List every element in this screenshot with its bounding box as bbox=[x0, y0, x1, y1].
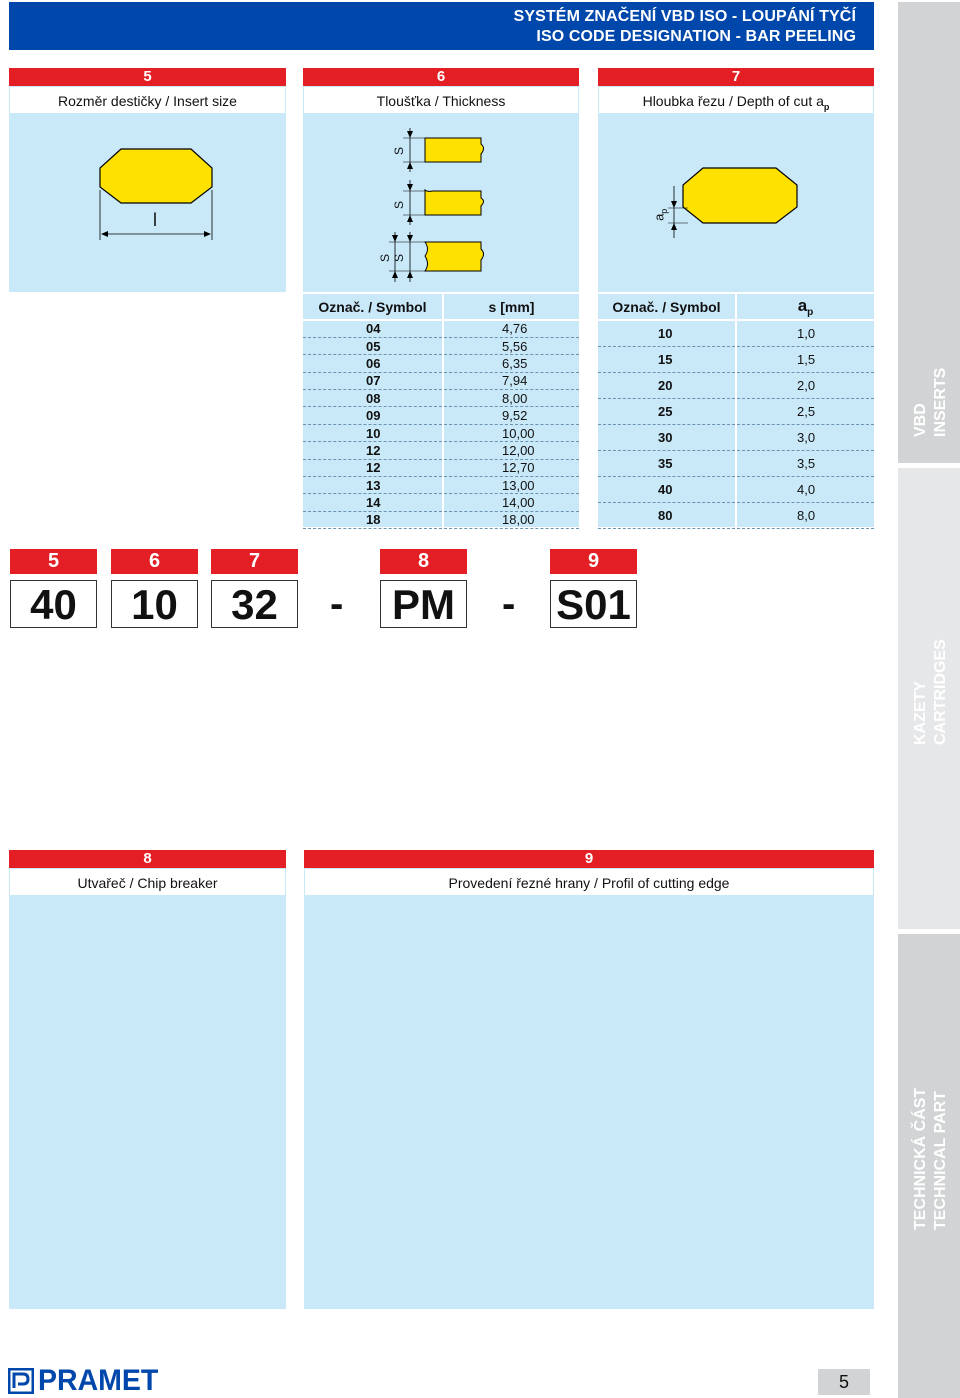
code-position-label-9: 9 bbox=[550, 549, 637, 574]
cell-symbol: 80 bbox=[598, 502, 736, 528]
cell-symbol: 13 bbox=[303, 477, 443, 494]
cell-symbol: 30 bbox=[598, 424, 736, 450]
table-row bbox=[303, 424, 579, 441]
section-number: 7 bbox=[598, 68, 874, 86]
section-title-subscript: p bbox=[823, 101, 830, 112]
table-row bbox=[303, 442, 579, 459]
table-row bbox=[303, 390, 579, 407]
code-value-cutting-edge: S01 bbox=[550, 580, 637, 628]
depth-of-cut-diagram bbox=[598, 68, 874, 292]
side-tab-label: VBD INSERTS bbox=[912, 367, 949, 437]
thickness-dim-label: S bbox=[392, 253, 407, 263]
table-row bbox=[303, 477, 579, 494]
section-chip-breaker bbox=[9, 850, 286, 1309]
thickness-dim-label: S bbox=[392, 146, 407, 156]
cell-symbol: 12 bbox=[303, 442, 443, 459]
table-row bbox=[303, 337, 579, 354]
cell-symbol: 10 bbox=[598, 320, 736, 346]
cell-symbol: 40 bbox=[598, 476, 736, 502]
table-row bbox=[303, 407, 579, 424]
code-position-label-8: 8 bbox=[380, 549, 467, 574]
cell-symbol: 12 bbox=[303, 459, 443, 476]
cell-symbol: 06 bbox=[303, 355, 443, 372]
thickness-diagram bbox=[303, 68, 579, 292]
cell-value: 5,56 bbox=[443, 337, 579, 354]
table-row bbox=[303, 494, 579, 511]
insert-octagon-shape bbox=[100, 149, 212, 203]
table-row bbox=[303, 459, 579, 476]
table-row bbox=[598, 502, 874, 528]
side-tab-label: TECHNICKÁ ČÁST TECHNICAL PART bbox=[912, 1087, 949, 1230]
section-number: 6 bbox=[303, 68, 579, 86]
cell-value: 1,0 bbox=[736, 320, 874, 346]
code-position-label-5: 5 bbox=[10, 549, 97, 574]
table-row bbox=[598, 398, 874, 424]
cell-value: 14,00 bbox=[443, 494, 579, 511]
page-header bbox=[9, 2, 874, 50]
side-tab-cartridges[interactable] bbox=[898, 468, 960, 929]
section-number: 9 bbox=[304, 850, 874, 868]
cell-symbol: 14 bbox=[303, 494, 443, 511]
cell-value: 9,52 bbox=[443, 407, 579, 424]
column-header-symbol: Označ. / Symbol bbox=[303, 294, 443, 320]
table-row bbox=[303, 355, 579, 372]
cell-symbol: 04 bbox=[303, 320, 443, 337]
table-row bbox=[303, 372, 579, 389]
column-header-symbol: Označ. / Symbol bbox=[598, 294, 736, 320]
section-cutting-edge bbox=[304, 850, 874, 1309]
thickness-dim-label: S bbox=[378, 253, 393, 263]
side-tab-label: KAZETY CARTRIDGES bbox=[912, 639, 949, 745]
cell-value: 4,0 bbox=[736, 476, 874, 502]
cell-symbol: 07 bbox=[303, 372, 443, 389]
insert-size-diagram bbox=[9, 68, 286, 292]
cell-value: 3,5 bbox=[736, 450, 874, 476]
cell-value: 7,94 bbox=[443, 372, 579, 389]
table-row bbox=[303, 511, 579, 528]
side-tab-technical-part[interactable] bbox=[898, 934, 960, 1398]
cell-symbol: 25 bbox=[598, 398, 736, 424]
cell-symbol: 08 bbox=[303, 390, 443, 407]
code-position-label-6: 6 bbox=[111, 549, 198, 574]
cell-value: 4,76 bbox=[443, 320, 579, 337]
code-separator: - bbox=[502, 582, 516, 626]
depth-dim-label: $a_p$ bbox=[651, 208, 669, 221]
cell-symbol: 10 bbox=[303, 424, 443, 441]
section-title: Utvařeč / Chip breaker bbox=[9, 868, 286, 896]
cell-symbol: 20 bbox=[598, 372, 736, 398]
cell-value: 12,70 bbox=[443, 459, 579, 476]
column-header-value: s [mm] bbox=[443, 294, 579, 320]
side-tab-inserts[interactable] bbox=[898, 2, 960, 463]
depth-table bbox=[598, 294, 874, 529]
depth-table-panel bbox=[598, 294, 874, 527]
cell-symbol: 05 bbox=[303, 337, 443, 354]
section-title: Tloušťka / Thickness bbox=[303, 86, 579, 114]
code-separator: - bbox=[330, 582, 344, 626]
thickness-table bbox=[303, 294, 579, 529]
cell-value: 12,00 bbox=[443, 442, 579, 459]
table-row bbox=[303, 320, 579, 337]
code-value-thickness: 10 bbox=[111, 580, 198, 628]
code-value-insert-size: 40 bbox=[10, 580, 97, 628]
header-title-cz: SYSTÉM ZNAČENÍ VBD ISO - LOUPÁNÍ TYČÍ bbox=[513, 8, 856, 25]
section-thickness bbox=[303, 68, 579, 292]
table-row bbox=[598, 450, 874, 476]
pramet-logo-icon bbox=[8, 1368, 34, 1394]
column-header-value: $a_p$ bbox=[736, 294, 874, 320]
section-number: 5 bbox=[9, 68, 286, 86]
cell-value: 2,0 bbox=[736, 372, 874, 398]
section-insert-size bbox=[9, 68, 286, 292]
table-row bbox=[598, 320, 874, 346]
header-title-en: ISO CODE DESIGNATION - BAR PEELING bbox=[536, 28, 856, 45]
code-value-chip-breaker: PM bbox=[380, 580, 467, 628]
section-number: 8 bbox=[9, 850, 286, 868]
table-row bbox=[598, 476, 874, 502]
cell-value: 13,00 bbox=[443, 477, 579, 494]
insert-size-dim-label: l bbox=[153, 210, 157, 230]
cell-value: 10,00 bbox=[443, 424, 579, 441]
thickness-table-panel bbox=[303, 294, 579, 527]
section-title-text: Hloubka řezu / Depth of cut a bbox=[642, 93, 824, 109]
cell-symbol: 18 bbox=[303, 511, 443, 528]
section-title: Rozměr destičky / Insert size bbox=[9, 86, 286, 114]
insert-octagon-shape bbox=[683, 168, 797, 223]
cell-value: 18,00 bbox=[443, 511, 579, 528]
cell-value: 8,0 bbox=[736, 502, 874, 528]
section-title: Provedení řezné hrany / Profil of cutting edge bbox=[304, 868, 874, 896]
cell-value: 1,5 bbox=[736, 346, 874, 372]
code-position-label-7: 7 bbox=[211, 549, 298, 574]
cell-symbol: 15 bbox=[598, 346, 736, 372]
cell-symbol: 09 bbox=[303, 407, 443, 424]
cell-value: 6,35 bbox=[443, 355, 579, 372]
section-depth-of-cut bbox=[598, 68, 874, 292]
table-row bbox=[598, 346, 874, 372]
cell-value: 8,00 bbox=[443, 390, 579, 407]
code-value-depth: 32 bbox=[211, 580, 298, 628]
cell-value: 2,5 bbox=[736, 398, 874, 424]
pramet-logo bbox=[8, 1366, 165, 1396]
table-row bbox=[598, 424, 874, 450]
pramet-logo-text: PRAMET bbox=[38, 1364, 159, 1397]
cell-value: 3,0 bbox=[736, 424, 874, 450]
cell-symbol: 35 bbox=[598, 450, 736, 476]
page-number: 5 bbox=[818, 1369, 870, 1395]
table-row bbox=[598, 372, 874, 398]
thickness-dim-label: S bbox=[392, 200, 407, 210]
